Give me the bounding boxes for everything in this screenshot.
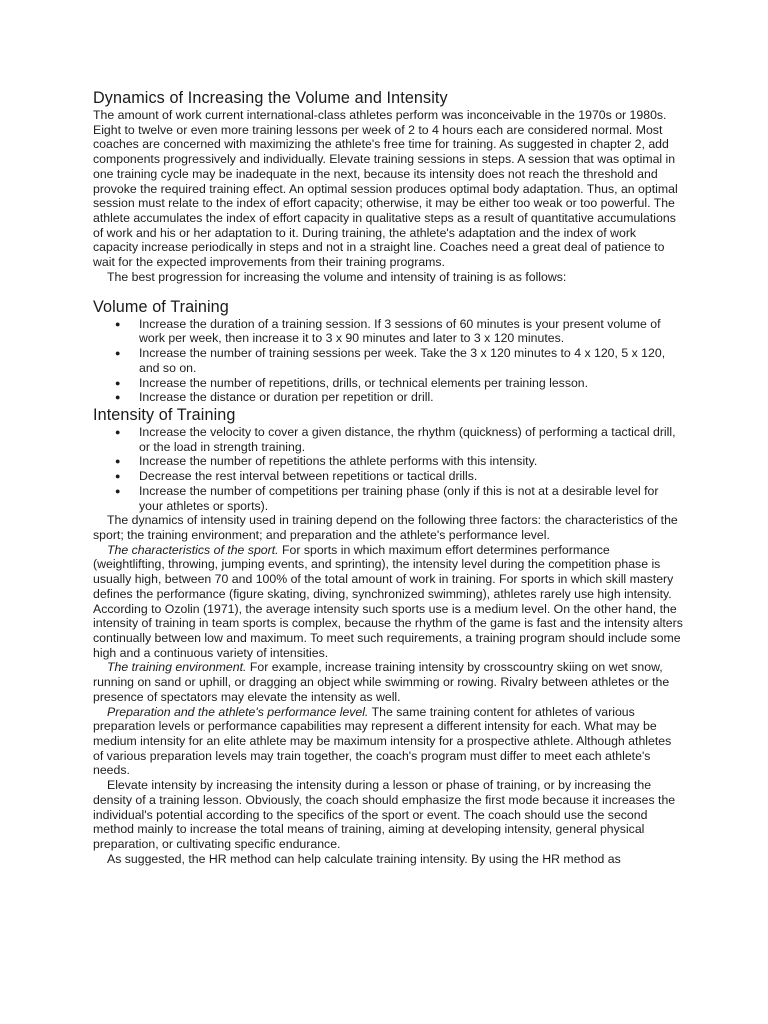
- list-item: [93, 346, 683, 375]
- preparation-label: Preparation and the athlete's performance level.: [107, 704, 369, 719]
- volume-list: [93, 317, 683, 405]
- document-page: [93, 86, 683, 867]
- list-item: [93, 484, 683, 513]
- bullet-icon: ●: [115, 456, 121, 467]
- list-item-text: Increase the number of competitions per training phase (only if this is not at a desirable level for your athletes or sports).: [139, 483, 659, 513]
- page-title: Dynamics of Increasing the Volume and Intensity: [93, 89, 448, 107]
- sport-paragraph: [93, 543, 683, 661]
- bullet-icon: ●: [115, 377, 121, 388]
- list-item: [93, 390, 683, 405]
- bullet-icon: ●: [115, 392, 121, 403]
- preparation-text: The same training content for athletes of various preparation levels or performance capabilities may represent a different intensity for each. What may be medium intensity for an elite athlete may be maximum intensity for a prospective athlete. Although athletes of various preparation levels may train together, the coach's program must differ to meet each athlete's needs.: [93, 704, 672, 778]
- environment-paragraph: [93, 660, 683, 704]
- bullet-icon: ●: [115, 485, 121, 496]
- list-item: [93, 454, 683, 469]
- intensity-heading: Intensity of Training: [93, 405, 236, 424]
- sport-label: The characteristics of the sport.: [107, 542, 279, 557]
- bullet-icon: ●: [115, 426, 121, 437]
- list-item: [93, 425, 683, 454]
- list-item: [93, 376, 683, 391]
- factors-intro-paragraph: The dynamics of intensity used in training depend on the following three factors: the characteristics of the sport; the training environment; and preparation and the athlete's performance level.: [93, 513, 678, 542]
- bullet-icon: ●: [115, 348, 121, 359]
- list-item-text: Increase the duration of a training session. If 3 sessions of 60 minutes is your present volume of work per week, then increase it to 3 x 90 minutes and later to 3 x 120 minutes.: [139, 316, 661, 346]
- bullet-icon: ●: [115, 318, 121, 329]
- volume-heading: Volume of Training: [93, 297, 229, 316]
- list-item-text: Increase the number of training sessions per week. Take the 3 x 120 minutes to 4 x 120, 5 x 120, and so on.: [139, 346, 666, 375]
- environment-label: The training environment.: [107, 660, 247, 675]
- hr-paragraph: As suggested, the HR method can help calculate training intensity. By using the HR method as: [107, 851, 621, 866]
- list-item-text: Increase the velocity to cover a given distance, the rhythm (quickness) of performing a tactical drill, or the load in strength training.: [139, 424, 676, 454]
- preparation-paragraph: [93, 705, 683, 779]
- list-item-text: Increase the distance or duration per repetition or drill.: [139, 390, 434, 405]
- progression-lead-paragraph: The best progression for increasing the volume and intensity of training is as follows:: [107, 269, 567, 284]
- sport-text: For sports in which maximum effort determines performance (weightlifting, throwing, jumping events, and sprinting), the intensity level during the competition phase is usually high, between 70 and 100% of the total amount of work in training. For sports in which skill mastery defines the performance (figure skating, diving, synchronized swimming), athletes rarely use high intensity. According to Ozolin (1971), the average intensity such sports use is a medium level. On the other hand, the intensity of training in team sports is complex, because the rhythm of the game is fast and the intensity alters continually between low and maximum. To meet such requirements, a training program should include some high and a continuous variety of intensities.: [93, 542, 683, 660]
- list-item: [93, 469, 683, 484]
- intro-paragraph: The amount of work current international-class athletes perform was inconceivable in the 1970s or 1980s. Eight to twelve or even more training lessons per week of 2 to 4 hours each are considered normal. Most coaches are concerned with maximizing the athlete's free time for training. As suggested in chapter 2, add components progressively and individually. Elevate training sessions in steps. A session that was optimal in one training cycle may be inadequate in the next, because its intensity does not reach the threshold and provoke the required training effect. An optimal session produces optimal body adaptation. Thus, an optimal session must relate to the index of effort capacity; otherwise, it may be either too weak or too powerful. The athlete accumulates the index of effort capacity in qualitative steps as a result of quantitative accumulations of work and his or her adaptation to it. During training, the athlete's adaptation and the index of work capacity increase periodically in steps and not in a straight line. Coaches need a great deal of patience to wait for the expected improvements from their training programs.: [93, 108, 678, 270]
- list-item-text: Increase the number of repetitions the athlete performs with this intensity.: [139, 454, 538, 469]
- list-item-text: Increase the number of repetitions, drills, or technical elements per training lesson.: [139, 375, 589, 390]
- bullet-icon: ●: [115, 471, 121, 482]
- intensity-list: [93, 425, 683, 513]
- environment-text: For example, increase training intensity by crosscountry skiing on wet snow, running on sand or uphill, or dragging an object while swimming or rowing. Rivalry between athletes or the presence of spectators may elevate the intensity as well.: [93, 660, 670, 704]
- list-item: [93, 317, 683, 346]
- list-item-text: Decrease the rest interval between repetitions or tactical drills.: [139, 469, 478, 484]
- elevate-paragraph: Elevate intensity by increasing the intensity during a lesson or phase of training, or by increasing the density of a training lesson. Obviously, the coach should emphasize the first mode because it increases the individual's potential according to the specifics of the sport or event. The coach should use the second method mainly to increase the total means of training, aiming at developing intensity, general physical preparation, or cultivating specific endurance.: [93, 778, 676, 852]
